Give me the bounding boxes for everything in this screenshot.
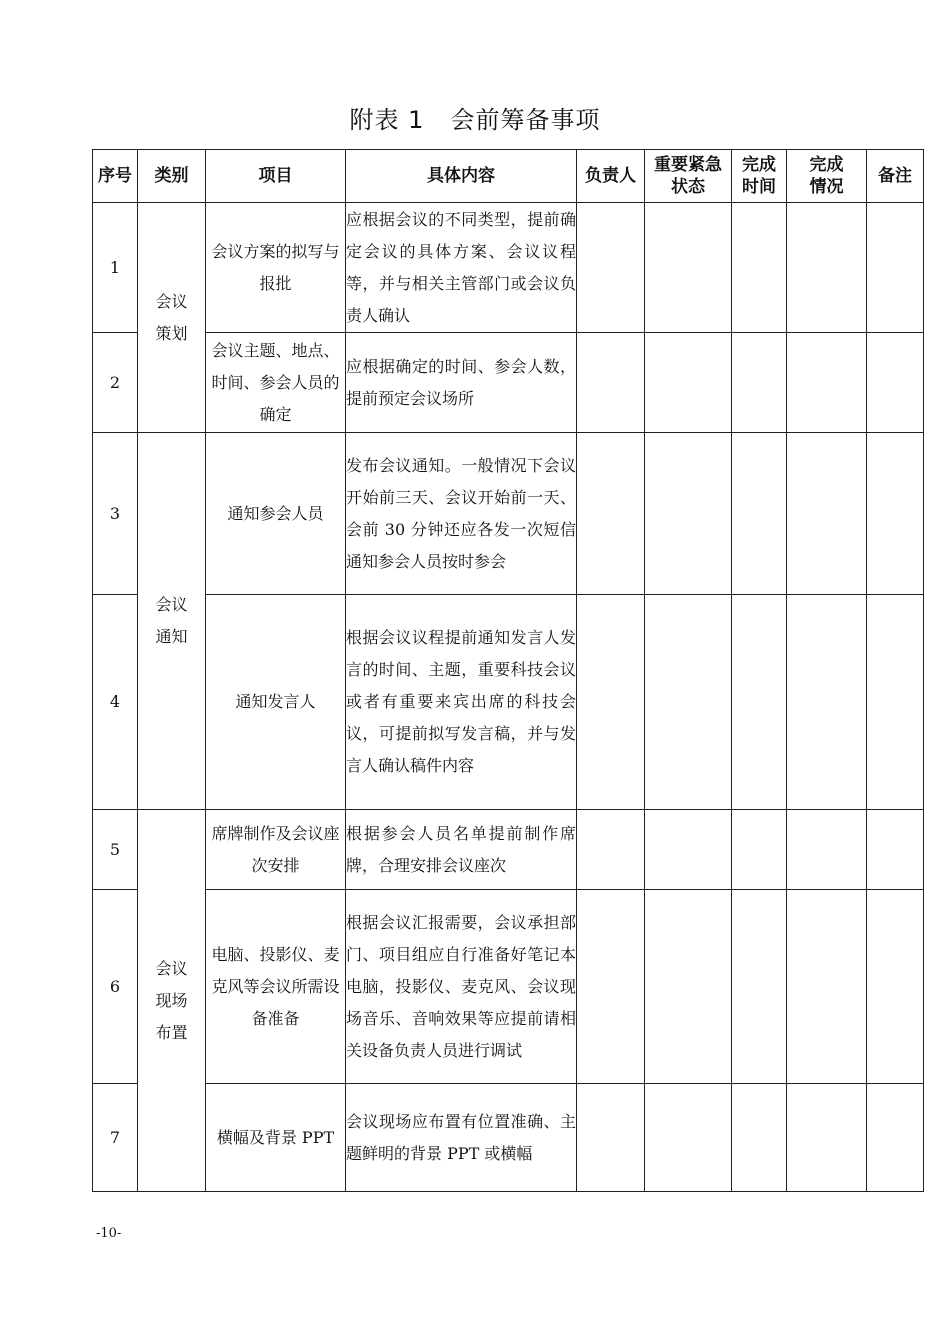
header-item: 项目 (206, 150, 346, 203)
owner-cell[interactable] (577, 595, 645, 810)
header-done-status: 完成 情况 (787, 150, 867, 203)
owner-cell[interactable] (577, 890, 645, 1084)
remarks-cell[interactable] (867, 595, 924, 810)
preparation-table (92, 149, 924, 1192)
row-item: 席牌制作及会议座次安排 (206, 810, 346, 890)
category-cell: 会议 现场 布置 (138, 810, 206, 1192)
table-row (93, 1084, 924, 1192)
row-item: 会议主题、地点、时间、参会人员的确定 (206, 333, 346, 433)
owner-cell[interactable] (577, 203, 645, 333)
header-category: 类别 (138, 150, 206, 203)
done-status-cell[interactable] (787, 333, 867, 433)
row-item: 通知发言人 (206, 595, 346, 810)
header-owner: 负责人 (577, 150, 645, 203)
row-content: 根据会议议程提前通知发言人发言的时间、主题，重要科技会议或者有重要来宾出席的科技会议，可提前拟写发言稿，并与发言人确认稿件内容 (346, 595, 577, 810)
header-content: 具体内容 (346, 150, 577, 203)
row-seq: 2 (93, 333, 138, 433)
appendix-label: 附表 1 (349, 106, 425, 134)
remarks-cell[interactable] (867, 890, 924, 1084)
remarks-cell[interactable] (867, 810, 924, 890)
owner-cell[interactable] (577, 433, 645, 595)
table-header-row (93, 150, 924, 203)
header-priority: 重要紧急 状态 (645, 150, 732, 203)
done-status-cell[interactable] (787, 1084, 867, 1192)
remarks-cell[interactable] (867, 333, 924, 433)
table-row (93, 203, 924, 333)
row-seq: 6 (93, 890, 138, 1084)
row-content: 应根据确定的时间、参会人数，提前预定会议场所 (346, 333, 577, 433)
priority-cell[interactable] (645, 890, 732, 1084)
appendix-title: 会前筹备事项 (450, 106, 601, 134)
page-title (0, 100, 950, 135)
row-seq: 4 (93, 595, 138, 810)
done-time-cell[interactable] (732, 433, 787, 595)
done-status-cell[interactable] (787, 433, 867, 595)
remarks-cell[interactable] (867, 203, 924, 333)
table-row (93, 595, 924, 810)
remarks-cell[interactable] (867, 433, 924, 595)
row-content: 发布会议通知。一般情况下会议开始前三天、会议开始前一天、会前 30 分钟还应各发一次短信通知参会人员按时参会 (346, 433, 577, 595)
row-item: 电脑、投影仪、麦克风等会议所需设备准备 (206, 890, 346, 1084)
table-row (93, 433, 924, 595)
remarks-cell[interactable] (867, 1084, 924, 1192)
row-seq: 3 (93, 433, 138, 595)
owner-cell[interactable] (577, 1084, 645, 1192)
row-content: 根据会议汇报需要，会议承担部门、项目组应自行准备好笔记本电脑，投影仪、麦克风、会议现场音乐、音响效果等应提前请相关设备负责人员进行调试 (346, 890, 577, 1084)
category-cell: 会议 策划 (138, 203, 206, 433)
done-time-cell[interactable] (732, 203, 787, 333)
done-status-cell[interactable] (787, 595, 867, 810)
done-time-cell[interactable] (732, 1084, 787, 1192)
row-item: 会议方案的拟写与报批 (206, 203, 346, 333)
category-cell: 会议 通知 (138, 433, 206, 810)
priority-cell[interactable] (645, 1084, 732, 1192)
priority-cell[interactable] (645, 433, 732, 595)
page-number: -10- (96, 1226, 122, 1241)
priority-cell[interactable] (645, 203, 732, 333)
done-status-cell[interactable] (787, 203, 867, 333)
row-item: 通知参会人员 (206, 433, 346, 595)
priority-cell[interactable] (645, 595, 732, 810)
done-status-cell[interactable] (787, 810, 867, 890)
header-done-time: 完成 时间 (732, 150, 787, 203)
row-content: 应根据会议的不同类型，提前确定会议的具体方案、会议议程等，并与相关主管部门或会议负责人确认 (346, 203, 577, 333)
header-remarks: 备注 (867, 150, 924, 203)
done-time-cell[interactable] (732, 810, 787, 890)
table-row (93, 333, 924, 433)
header-seq: 序号 (93, 150, 138, 203)
owner-cell[interactable] (577, 333, 645, 433)
done-time-cell[interactable] (732, 333, 787, 433)
done-time-cell[interactable] (732, 890, 787, 1084)
owner-cell[interactable] (577, 810, 645, 890)
table-row (93, 810, 924, 890)
row-content: 根据参会人员名单提前制作席牌，合理安排会议座次 (346, 810, 577, 890)
row-item: 横幅及背景 PPT (206, 1084, 346, 1192)
done-time-cell[interactable] (732, 595, 787, 810)
priority-cell[interactable] (645, 810, 732, 890)
table-row (93, 890, 924, 1084)
row-content: 会议现场应布置有位置准确、主题鲜明的背景 PPT 或横幅 (346, 1084, 577, 1192)
done-status-cell[interactable] (787, 890, 867, 1084)
row-seq: 7 (93, 1084, 138, 1192)
row-seq: 1 (93, 203, 138, 333)
priority-cell[interactable] (645, 333, 732, 433)
row-seq: 5 (93, 810, 138, 890)
